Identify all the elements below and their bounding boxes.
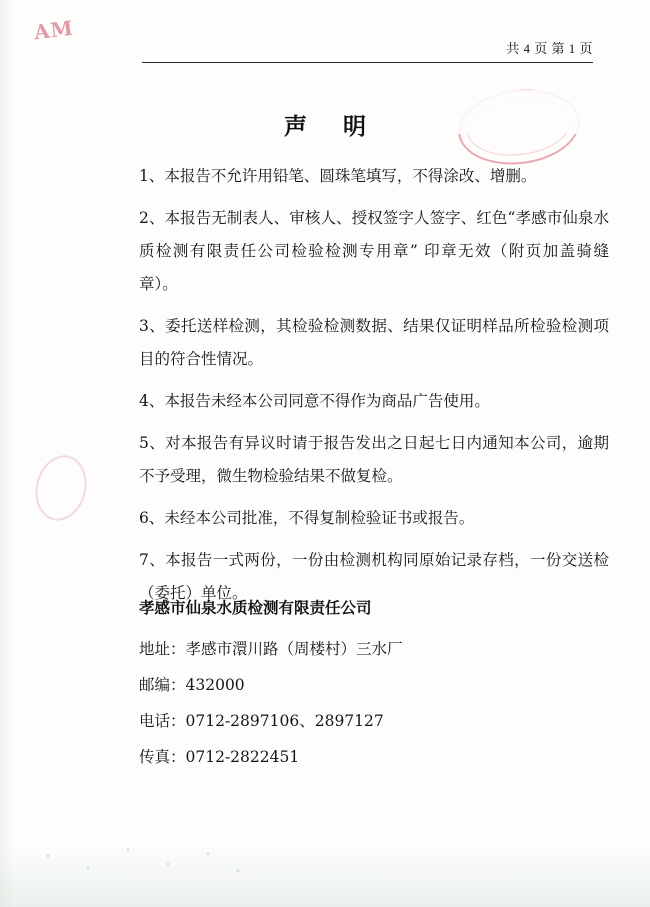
list-item: 6、未经本公司批准，不得复制检验证书或报告。 — [139, 509, 475, 527]
list-item: 1、本报告不允许用铅笔、圆珠笔填写，不得涂改、增删。 — [139, 167, 537, 185]
header-divider — [142, 62, 593, 63]
page-indicator: 共 4 页 第 1 页 — [506, 41, 593, 56]
list-item: 3、委托送样检测，其检验检测数据、结果仅证明样品所检验检测项目的符合性情况。 — [139, 317, 609, 368]
company-fax: 传真：0712-2822451 — [139, 748, 300, 766]
company-address: 地址：孝感市澴川路（周楼村）三水厂 — [139, 640, 403, 658]
company-contact-block — [139, 592, 609, 775]
list-item: 2、本报告无制表人、审核人、授权签字人签字、红色“孝感市仙泉水质检测有限责任公司检验检测专用章” 印章无效（附页加盖骑缝章）。 — [139, 209, 609, 293]
company-name: 孝感市仙泉水质检测有限责任公司 — [139, 598, 372, 617]
page-title: 声 明 — [283, 113, 380, 140]
company-phone: 电话：0712-2897106、2897127 — [139, 712, 384, 730]
faint-stamp-icon — [29, 450, 93, 526]
list-item: 4、本报告未经本公司同意不得作为商品广告使用。 — [139, 392, 490, 410]
scan-speckle-artifact — [18, 839, 268, 881]
list-item: 7、本报告一式两份，一份由检测机构同原始记录存档，一份交送检（委托）单位。 — [139, 551, 609, 602]
clause-list — [139, 160, 609, 619]
stamp-text: AM — [32, 15, 75, 45]
company-postcode: 邮编：432000 — [139, 676, 245, 694]
list-item: 5、对本报告有异议时请于报告发出之日起七日内通知本公司，逾期不予受理，微生物检验结果不做复检。 — [139, 434, 609, 485]
